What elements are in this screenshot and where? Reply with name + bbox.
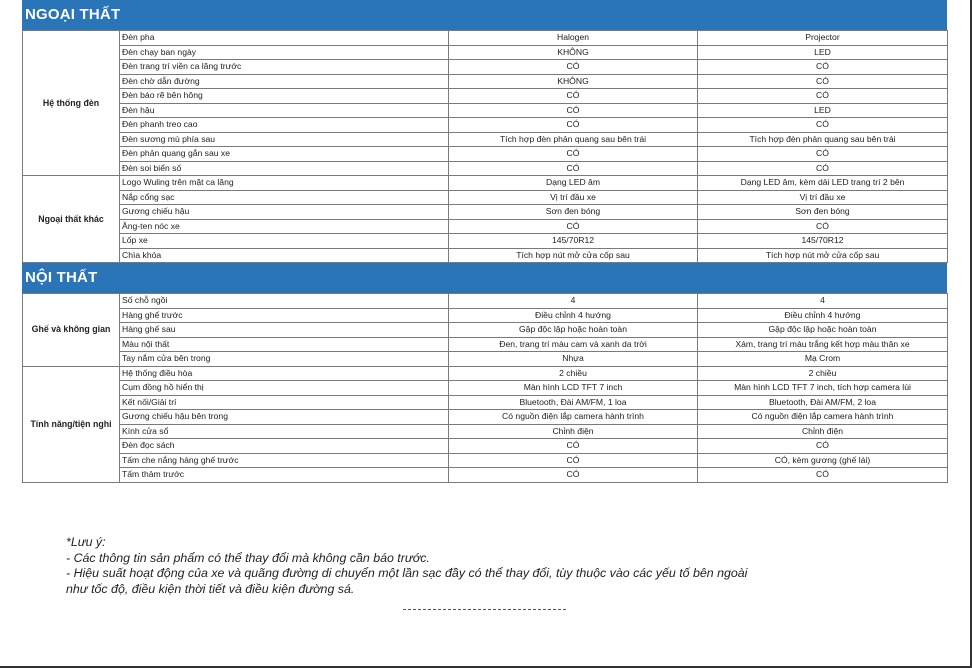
table-row <box>23 234 948 249</box>
feature-name: Nắp cổng sạc <box>120 190 449 205</box>
feature-name: Đèn soi biển số <box>120 161 449 176</box>
value-variant-2: Sơn đen bóng <box>698 205 948 220</box>
feature-name: Tấm che nắng hàng ghế trước <box>120 453 449 468</box>
value-variant-1: 145/70R12 <box>449 234 698 249</box>
feature-name: Đèn báo rẽ bên hông <box>120 89 449 104</box>
value-variant-2: Tích hợp nút mở cửa cốp sau <box>698 248 948 263</box>
value-variant-2: Dạng LED âm, kèm dải LED trang trí 2 bên <box>698 176 948 191</box>
table-row <box>23 176 948 191</box>
table-row <box>23 89 948 104</box>
feature-name: Đèn chạy ban ngày <box>120 45 449 60</box>
value-variant-2: Tích hợp đèn phản quang sau bên trái <box>698 132 948 147</box>
value-variant-2: CÓ <box>698 468 948 483</box>
feature-name: Tấm thảm trước <box>120 468 449 483</box>
value-variant-1: 2 chiều <box>449 366 698 381</box>
value-variant-2: Xám, trang trí màu trắng kết hợp màu thân xe <box>698 337 948 352</box>
table-row <box>23 381 948 396</box>
value-variant-1: KHÔNG <box>449 45 698 60</box>
value-variant-1: Vị trí đầu xe <box>449 190 698 205</box>
value-variant-2: LED <box>698 103 948 118</box>
value-variant-1: CÓ <box>449 60 698 75</box>
table-row <box>23 31 948 46</box>
value-variant-1: Dạng LED âm <box>449 176 698 191</box>
table-row <box>23 118 948 133</box>
value-variant-2: Gập độc lập hoặc hoàn toàn <box>698 323 948 338</box>
value-variant-2: LED <box>698 45 948 60</box>
value-variant-2: Điều chỉnh 4 hướng <box>698 308 948 323</box>
notes-line-2: - Hiệu suất hoạt động của xe và quãng đường di chuyển một lần sạc đầy có thể thay đổi, tùy thuộc vào các yếu tố bên ngoài <box>66 566 748 581</box>
value-variant-1: Tích hợp đèn phản quang sau bên trái <box>449 132 698 147</box>
feature-name: Đèn đọc sách <box>120 439 449 454</box>
value-variant-1: CÓ <box>449 161 698 176</box>
value-variant-2: 145/70R12 <box>698 234 948 249</box>
value-variant-1: Màn hình LCD TFT 7 inch <box>449 381 698 396</box>
table-row <box>23 45 948 60</box>
value-variant-1: Điều chỉnh 4 hướng <box>449 308 698 323</box>
feature-name: Đèn hậu <box>120 103 449 118</box>
feature-name: Hệ thống điều hòa <box>120 366 449 381</box>
group-label: Ngoại thất khác <box>23 176 120 263</box>
table-row <box>23 132 948 147</box>
feature-name: Đèn chờ dẫn đường <box>120 74 449 89</box>
notes-line-3: như tốc độ, điều kiện thời tiết và điều kiện đường sá. <box>66 581 355 596</box>
feature-name: Số chỗ ngồi <box>120 294 449 309</box>
feature-name: Cụm đồng hồ hiển thị <box>120 381 449 396</box>
feature-name: Màu nội thất <box>120 337 449 352</box>
value-variant-1: Bluetooth, Đài AM/FM, 1 loa <box>449 395 698 410</box>
value-variant-2: Mạ Crom <box>698 352 948 367</box>
feature-name: Kính cửa sổ <box>120 424 449 439</box>
value-variant-1: Có nguồn điện lắp camera hành trình <box>449 410 698 425</box>
spec-table <box>22 30 948 263</box>
value-variant-2: CÓ <box>698 74 948 89</box>
group-label: Tính năng/tiện nghi <box>23 366 120 482</box>
table-row <box>23 190 948 205</box>
group-label: Hệ thống đèn <box>23 31 120 176</box>
table-row <box>23 147 948 162</box>
table-row <box>23 366 948 381</box>
table-row <box>23 248 948 263</box>
table-row <box>23 337 948 352</box>
feature-name: Đèn trang trí viền ca lăng trước <box>120 60 449 75</box>
notes-line-1: - Các thông tin sản phẩm có thể thay đổi mà không cần báo trước. <box>66 550 430 565</box>
value-variant-2: CÓ, kèm gương (ghế lái) <box>698 453 948 468</box>
value-variant-1: Nhựa <box>449 352 698 367</box>
feature-name: Chìa khóa <box>120 248 449 263</box>
value-variant-1: Đen, trang trí màu cam và xanh da trời <box>449 337 698 352</box>
notes-heading: *Lưu ý: <box>66 535 106 549</box>
feature-name: Đèn phản quang gắn sau xe <box>120 147 449 162</box>
table-row <box>23 439 948 454</box>
table-row <box>23 60 948 75</box>
value-variant-1: CÓ <box>449 147 698 162</box>
value-variant-1: Sơn đen bóng <box>449 205 698 220</box>
value-variant-1: 4 <box>449 294 698 309</box>
table-row <box>23 294 948 309</box>
value-variant-1: CÓ <box>449 439 698 454</box>
feature-name: Gương chiếu hậu bên trong <box>120 410 449 425</box>
table-row <box>23 395 948 410</box>
table-row <box>23 410 948 425</box>
value-variant-2: CÓ <box>698 439 948 454</box>
value-variant-2: CÓ <box>698 60 948 75</box>
table-row <box>23 352 948 367</box>
table-row <box>23 205 948 220</box>
table-row <box>23 308 948 323</box>
feature-name: Đèn pha <box>120 31 449 46</box>
table-row <box>23 424 948 439</box>
notes <box>66 535 747 597</box>
feature-name: Lốp xe <box>120 234 449 249</box>
table-row <box>23 468 948 483</box>
value-variant-1: Gập độc lập hoặc hoàn toàn <box>449 323 698 338</box>
table-row <box>23 219 948 234</box>
feature-name: Hàng ghế trước <box>120 308 449 323</box>
value-variant-1: CÓ <box>449 118 698 133</box>
feature-name: Logo Wuling trên mặt ca lăng <box>120 176 449 191</box>
spec-table <box>22 293 948 483</box>
table-row <box>23 453 948 468</box>
table-row <box>23 161 948 176</box>
table-row <box>23 103 948 118</box>
value-variant-2: CÓ <box>698 89 948 104</box>
value-variant-2: Màn hình LCD TFT 7 inch, tích hợp camera lùi <box>698 381 948 396</box>
feature-name: Đèn sương mù phía sau <box>120 132 449 147</box>
value-variant-2: Có nguồn điện lắp camera hành trình <box>698 410 948 425</box>
value-variant-2: 4 <box>698 294 948 309</box>
feature-name: Ăng-ten nóc xe <box>120 219 449 234</box>
spec-sheet <box>22 0 947 483</box>
value-variant-2: CÓ <box>698 161 948 176</box>
value-variant-2: 2 chiều <box>698 366 948 381</box>
value-variant-2: Chỉnh điện <box>698 424 948 439</box>
feature-name: Đèn phanh treo cao <box>120 118 449 133</box>
value-variant-1: Chỉnh điện <box>449 424 698 439</box>
feature-name: Gương chiếu hậu <box>120 205 449 220</box>
table-row <box>23 74 948 89</box>
feature-name: Tay nắm cửa bên trong <box>120 352 449 367</box>
group-label: Ghế và không gian <box>23 294 120 367</box>
value-variant-1: CÓ <box>449 89 698 104</box>
value-variant-1: CÓ <box>449 103 698 118</box>
value-variant-1: CÓ <box>449 453 698 468</box>
table-row <box>23 323 948 338</box>
value-variant-1: Halogen <box>449 31 698 46</box>
value-variant-2: CÓ <box>698 219 948 234</box>
section-header: NỘI THẤT <box>22 263 947 293</box>
feature-name: Hàng ghế sau <box>120 323 449 338</box>
value-variant-2: Bluetooth, Đài AM/FM, 2 loa <box>698 395 948 410</box>
value-variant-1: Tích hợp nút mở cửa cốp sau <box>449 248 698 263</box>
value-variant-2: CÓ <box>698 118 948 133</box>
section-header: NGOẠI THẤT <box>22 0 947 30</box>
value-variant-1: KHÔNG <box>449 74 698 89</box>
value-variant-1: CÓ <box>449 219 698 234</box>
value-variant-2: Projector <box>698 31 948 46</box>
feature-name: Kết nối/Giải trí <box>120 395 449 410</box>
value-variant-1: CÓ <box>449 468 698 483</box>
value-variant-2: CÓ <box>698 147 948 162</box>
dashed-divider <box>403 609 566 610</box>
value-variant-2: Vị trí đầu xe <box>698 190 948 205</box>
